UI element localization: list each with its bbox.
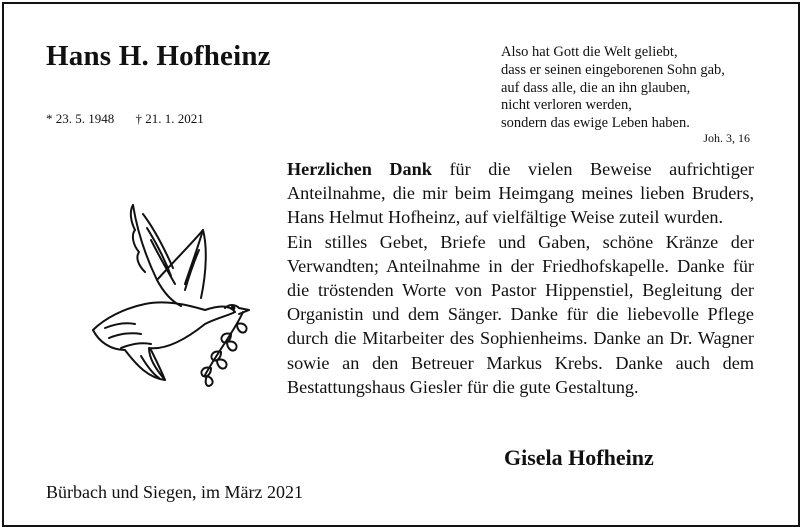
dove-icon bbox=[85, 200, 285, 400]
bible-verse bbox=[501, 44, 771, 133]
verse-line: dass er seinen eingeborenen Sohn gab, bbox=[501, 61, 725, 78]
verse-line: auf dass alle, die an ihn glauben, bbox=[501, 79, 691, 96]
thank-you-lead: Herzlichen Dank bbox=[287, 159, 432, 179]
verse-line: nicht verloren werden, bbox=[501, 97, 632, 114]
verse-line: Also hat Gott die Welt geliebt, bbox=[501, 44, 678, 60]
body-paragraph-1-text: für die vielen Beweise aufrichtiger Anteilnahme, die mir beim Heimgang meines lieben Bruders, Hans Helmut Hofheinz, auf vielfältige Weise zuteil wurden. bbox=[287, 159, 754, 228]
death-date: † 21. 1. 2021 bbox=[135, 111, 204, 126]
deceased-name: Hans H. Hofheinz bbox=[46, 40, 271, 72]
thank-you-text bbox=[287, 157, 754, 399]
body-paragraph-1 bbox=[287, 157, 754, 230]
verse-reference: Joh. 3, 16 bbox=[703, 131, 750, 145]
life-dates bbox=[46, 111, 222, 127]
verse-line: sondern das ewige Leben haben. bbox=[501, 115, 690, 132]
signature-name: Gisela Hofheinz bbox=[504, 445, 654, 470]
birth-date: * 23. 5. 1948 bbox=[46, 111, 115, 126]
place-and-date: Bürbach und Siegen, im März 2021 bbox=[46, 482, 303, 502]
body-paragraph-2: Ein stilles Gebet, Briefe und Gaben, schöne Kränze der Verwandten; Anteilnahme in der Friedhofskapelle. Danke für die tröstenden Worte von Pastor Hippenstiel, Begleitung der Organistin und dem Sänger. Danke für die liebevolle Pflege durch die Mitarbeiter des Sophienheims. Danke an Dr. Wagner sowie an den Betreuer Markus Krebs. Danke auch dem Bestattungshaus Giesler für die gute Gestaltung. bbox=[287, 231, 754, 397]
